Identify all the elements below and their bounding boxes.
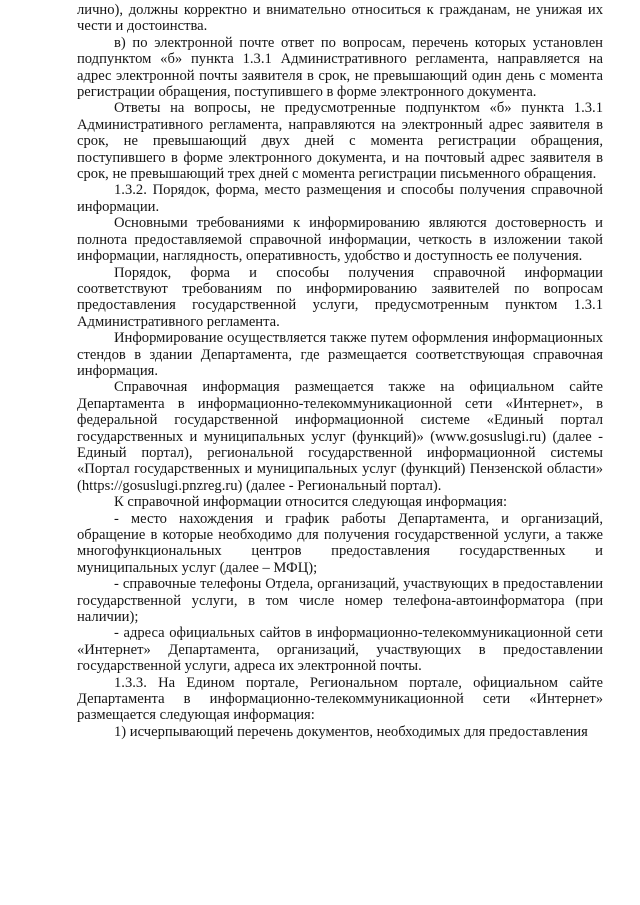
paragraph-requirements: Основными требованиями к информированию являются достоверность и полнота предоставляемой справочной информации, четкость в изложении такой информации, наглядность, оперативность, удобство и доступность ее получения. <box>77 215 603 265</box>
list-item-phones: - справочные телефоны Отдела, организаций, участвующих в предоставлении государственной услуги, в том числе номер телефона-автоинформатора (при наличии); <box>77 576 603 626</box>
paragraph-other-questions: Ответы на вопросы, не предусмотренные подпунктом «б» пункта 1.3.1 Административного регламента, направляются на электронный адрес заявителя в срок, не превышающий двух дней с момента регистрации обращения, поступившего в форме электронного документа, и на почтовый адрес заявителя в срок, не превышающий трех дней с момента регистрации письменного обращения. <box>77 100 603 183</box>
paragraph-info-list-intro: К справочной информации относится следующая информация: <box>114 494 508 511</box>
section-heading-1-3-3: 1.3.3. На Едином портале, Региональном портале, официальном сайте Департамента в информационно-телекоммуникационной сети «Интернет» размещается следующая информация: <box>77 674 603 724</box>
paragraph-continuation: лично), должны корректно и внимательно относиться к гражданам, не унижая их чести и достоинства. <box>77 2 603 35</box>
list-item-site-addresses: - адреса официальных сайтов в информационно-телекоммуникационной сети «Интернет» Департамента, организаций, участвующих в предоставлении государственной услуги, адреса их электронной почты. <box>77 625 603 675</box>
list-item-documents: 1) исчерпывающий перечень документов, необходимых для предоставления <box>114 723 588 740</box>
paragraph-stands: Информирование осуществляется также путем оформления информационных стендов в здании Департамента, где размещается соответствующая справочная информация. <box>77 330 603 379</box>
section-heading-1-3-2: 1.3.2. Порядок, форма, место размещения и способы получения справочной информации. <box>77 182 603 215</box>
paragraph-websites: Справочная информация размещается также на официальном сайте Департамента в информационно-телекоммуникационной сети «Интернет», в федеральной государственной информационной системе «Единый портал государственных и муниципальных услуг (функций)» (www.gosuslugi.ru) (далее - Единый портал), региональной государственной информационной системы «Портал государственных и муниципальных услуг (функций) Пензенской области» (https://gosuslugi.pnzreg.ru) (далее - Региональный портал). <box>77 379 603 494</box>
paragraph-email-response: в) по электронной почте ответ по вопросам, перечень которых установлен подпунктом «б» пункта 1.3.1 Административного регламента, направляется на адрес электронной почты заявителя в срок, не превышающий один день с момента регистрации обращения, поступившего в форме электронного документа. <box>77 34 603 101</box>
paragraph-procedure: Порядок, форма и способы получения справочной информации соответствуют требованиям по информированию заявителей по вопросам предоставления государственной услуги, предусмотренным пунктом 1.3.1 Административного регламента. <box>77 264 603 330</box>
list-item-location: - место нахождения и график работы Департамента, и организаций, обращение в которые необходимо для получения государственной услуги, а также многофункциональных центров предоставления государственных и муниципальных услуг (далее – МФЦ); <box>77 510 603 576</box>
